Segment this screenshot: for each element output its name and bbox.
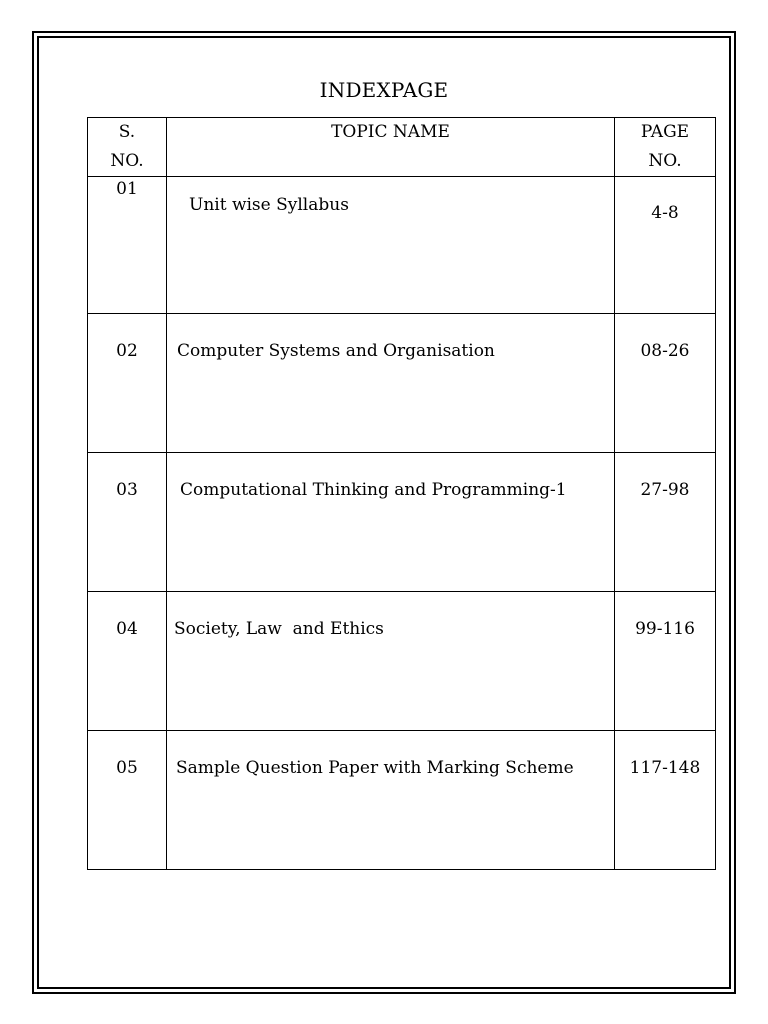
header-page-line1: PAGE xyxy=(640,122,690,142)
table-row xyxy=(88,453,716,592)
page-title: INDEXPAGE xyxy=(319,78,449,102)
header-topic-name: TOPIC NAME xyxy=(167,118,615,177)
row-serial-number: 05 xyxy=(88,731,167,870)
row-serial-number: 02 xyxy=(88,314,167,453)
row-serial-number: 01 xyxy=(88,177,167,314)
table-row xyxy=(88,314,716,453)
row-topic-name: Computational Thinking and Programming-1 xyxy=(167,453,615,592)
header-serial-number xyxy=(88,118,167,177)
row-topic-name: Society, Law and Ethics xyxy=(167,592,615,731)
row-page-range: 27-98 xyxy=(615,453,716,592)
row-topic-name: Computer Systems and Organisation xyxy=(167,314,615,453)
table-header-row xyxy=(88,118,716,177)
row-page-range: 117-148 xyxy=(615,731,716,870)
row-page-range: 99-116 xyxy=(615,592,716,731)
header-serial-line1: S. xyxy=(118,122,136,142)
table-row xyxy=(88,731,716,870)
row-page-range: 4-8 xyxy=(615,177,716,314)
table-row xyxy=(88,592,716,731)
row-topic-name: Unit wise Syllabus xyxy=(167,177,615,314)
index-table xyxy=(87,117,716,870)
row-serial-number: 04 xyxy=(88,592,167,731)
header-serial-line2: NO. xyxy=(110,151,144,171)
row-topic-name: Sample Question Paper with Marking Scheme xyxy=(167,731,615,870)
header-page-line2: NO. xyxy=(648,151,682,171)
table-row xyxy=(88,177,716,314)
row-page-range: 08-26 xyxy=(615,314,716,453)
row-serial-number: 03 xyxy=(88,453,167,592)
header-page-number xyxy=(615,118,716,177)
